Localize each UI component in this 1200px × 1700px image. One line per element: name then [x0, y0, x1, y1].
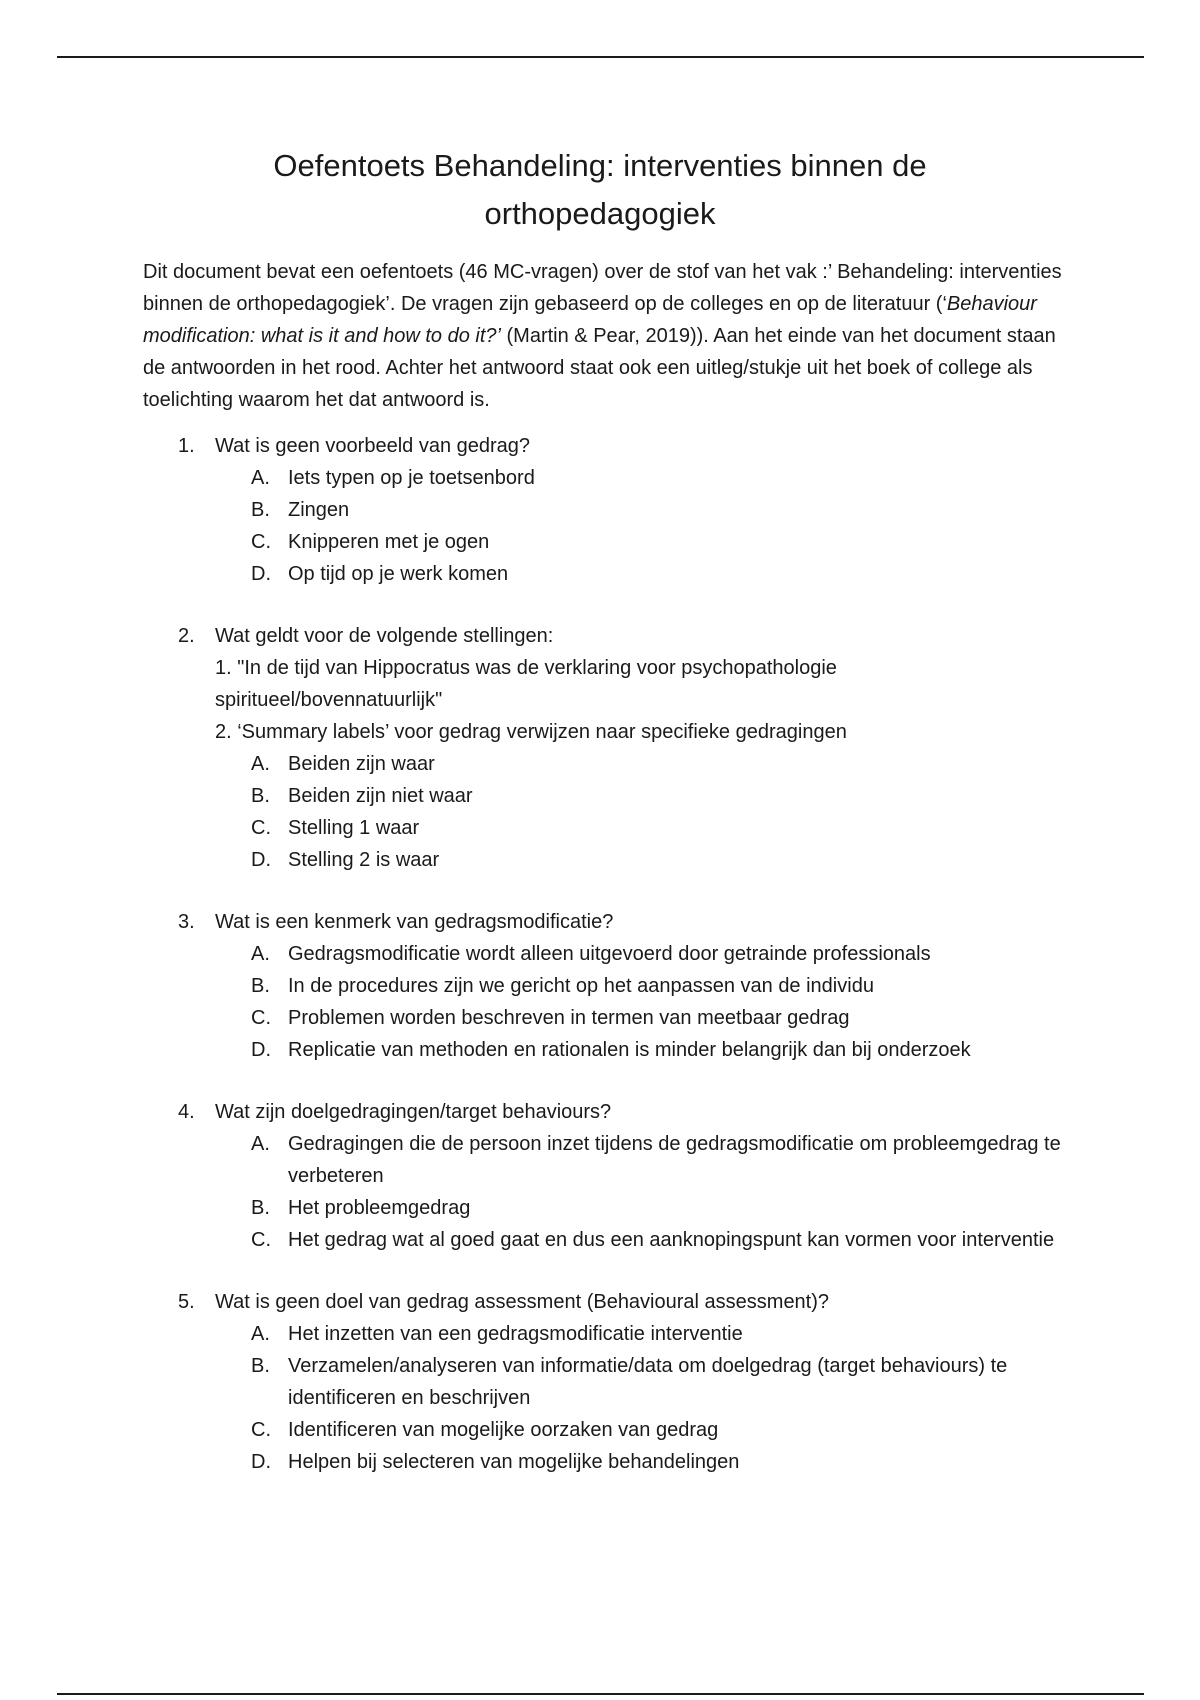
question-text: Wat is een kenmerk van gedragsmodificatie?	[215, 911, 614, 933]
option-text: Replicatie van methoden en rationalen is minder belangrijk dan bij onderzoek	[288, 1039, 971, 1061]
header-rule	[57, 56, 1144, 58]
question-text: Wat zijn doelgedragingen/target behaviours?	[215, 1101, 612, 1123]
option-letter: A.	[251, 1323, 270, 1345]
option-text: Op tijd op je werk komen	[288, 563, 509, 585]
question-item	[0, 1096, 1200, 1256]
answer-options	[0, 462, 1200, 590]
answer-options	[0, 938, 1200, 1066]
option-text: Zingen	[288, 499, 350, 521]
question-header	[0, 1096, 1200, 1128]
question-item	[0, 430, 1200, 590]
option-letter: A.	[251, 943, 270, 965]
option-letter: C.	[251, 1229, 271, 1251]
option-letter: D.	[251, 563, 271, 585]
footer-rule	[57, 1693, 1144, 1695]
option-text: Helpen bij selecteren van mogelijke behandelingen	[288, 1451, 740, 1473]
option-letter: A.	[251, 1133, 270, 1155]
answer-option	[0, 1128, 1068, 1192]
option-letter: D.	[251, 1451, 271, 1473]
option-text: Stelling 2 is waar	[288, 849, 440, 871]
option-text: Knipperen met je ogen	[288, 531, 490, 553]
question-statement: 2. ‘Summary labels’ voor gedrag verwijzen naar specifieke gedragingen	[215, 721, 847, 743]
answer-option	[0, 812, 1068, 844]
question-number: 1.	[178, 435, 195, 457]
question-number: 4.	[178, 1101, 195, 1123]
question-list	[0, 430, 1200, 1508]
option-text: Verzamelen/analyseren van informatie/data om doelgedrag (target behaviours) te identificeren en beschrijven	[288, 1355, 1008, 1409]
question-item	[0, 906, 1200, 1066]
option-text: Gedragsmodificatie wordt alleen uitgevoerd door getrainde professionals	[288, 943, 931, 965]
question-item	[0, 620, 1200, 876]
option-letter: A.	[251, 753, 270, 775]
answer-option	[0, 1224, 1068, 1256]
option-letter: C.	[251, 1419, 271, 1441]
option-text: Het gedrag wat al goed gaat en dus een aanknopingspunt kan vormen voor interventie	[288, 1229, 1055, 1251]
option-text: Het probleemgedrag	[288, 1197, 471, 1219]
option-letter: B.	[251, 1197, 270, 1219]
answer-option	[0, 1002, 1068, 1034]
option-text: In de procedures zijn we gericht op het aanpassen van de individu	[288, 975, 874, 997]
answer-option	[0, 494, 1068, 526]
answer-options	[0, 1318, 1200, 1478]
answer-option	[0, 1414, 1068, 1446]
answer-option	[0, 1192, 1068, 1224]
question-number: 5.	[178, 1291, 195, 1313]
option-text: Het inzetten van een gedragsmodificatie interventie	[288, 1323, 743, 1345]
option-text: Gedragingen die de persoon inzet tijdens de gedragsmodificatie om probleemgedrag te verbeteren	[288, 1133, 1061, 1187]
question-item	[0, 1286, 1200, 1478]
answer-option	[0, 526, 1068, 558]
option-letter: C.	[251, 1007, 271, 1029]
option-letter: B.	[251, 499, 270, 521]
option-letter: C.	[251, 531, 271, 553]
answer-option	[0, 558, 1068, 590]
question-header	[0, 620, 1200, 652]
answer-option	[0, 1446, 1068, 1478]
option-letter: B.	[251, 975, 270, 997]
answer-options	[0, 748, 1200, 876]
answer-option	[0, 1318, 1068, 1350]
option-text: Iets typen op je toetsenbord	[288, 467, 535, 489]
question-number: 3.	[178, 911, 195, 933]
answer-options	[0, 1128, 1200, 1256]
question-header	[0, 430, 1200, 462]
intro-text-start: Dit document bevat een oefentoets (46 MC-vragen) over de stof van het vak :’ Behandeling: interventies binnen de orthopedagogiek’. De vragen zijn gebaseerd op de colleges en op de literatuur (‘	[143, 261, 1062, 315]
option-text: Beiden zijn niet waar	[288, 785, 473, 807]
option-letter: C.	[251, 817, 271, 839]
option-text: Identificeren van mogelijke oorzaken van gedrag	[288, 1419, 719, 1441]
answer-option	[0, 970, 1068, 1002]
answer-option	[0, 1350, 1068, 1414]
option-letter: B.	[251, 785, 270, 807]
document-title: Oefentoets Behandeling: interventies binnen de orthopedagogiek	[273, 148, 927, 231]
intro-text-end: (Martin & Pear, 2019)). Aan het einde van het document staan de antwoorden in het rood. Achter het antwoord staat ook een uitleg/stukje uit het boek of college als toelichting waarom het dat antwoord is.	[143, 325, 1056, 411]
answer-option	[0, 1034, 1068, 1066]
intro-book-title: Behaviour modification: what is it and how to do it?’	[143, 293, 1037, 347]
question-statement: 1. "In de tijd van Hippocratus was de verklaring voor psychopathologie spiritueel/bovennatuurlijk"	[215, 657, 837, 711]
answer-option	[0, 780, 1068, 812]
question-text: Wat is geen doel van gedrag assessment (Behavioural assessment)?	[215, 1291, 830, 1313]
answer-option	[0, 938, 1068, 970]
option-text: Problemen worden beschreven in termen van meetbaar gedrag	[288, 1007, 850, 1029]
option-text: Beiden zijn waar	[288, 753, 435, 775]
option-letter: D.	[251, 1039, 271, 1061]
question-text: Wat geldt voor de volgende stellingen:	[215, 625, 554, 647]
question-number: 2.	[178, 625, 195, 647]
answer-option	[0, 844, 1068, 876]
question-header	[0, 906, 1200, 938]
answer-option	[0, 748, 1068, 780]
question-text: Wat is geen voorbeeld van gedrag?	[215, 435, 531, 457]
option-letter: A.	[251, 467, 270, 489]
intro-paragraph	[143, 256, 1063, 416]
question-header	[0, 1286, 1200, 1318]
option-letter: B.	[251, 1355, 270, 1377]
option-letter: D.	[251, 849, 271, 871]
option-text: Stelling 1 waar	[288, 817, 420, 839]
answer-option	[0, 462, 1068, 494]
